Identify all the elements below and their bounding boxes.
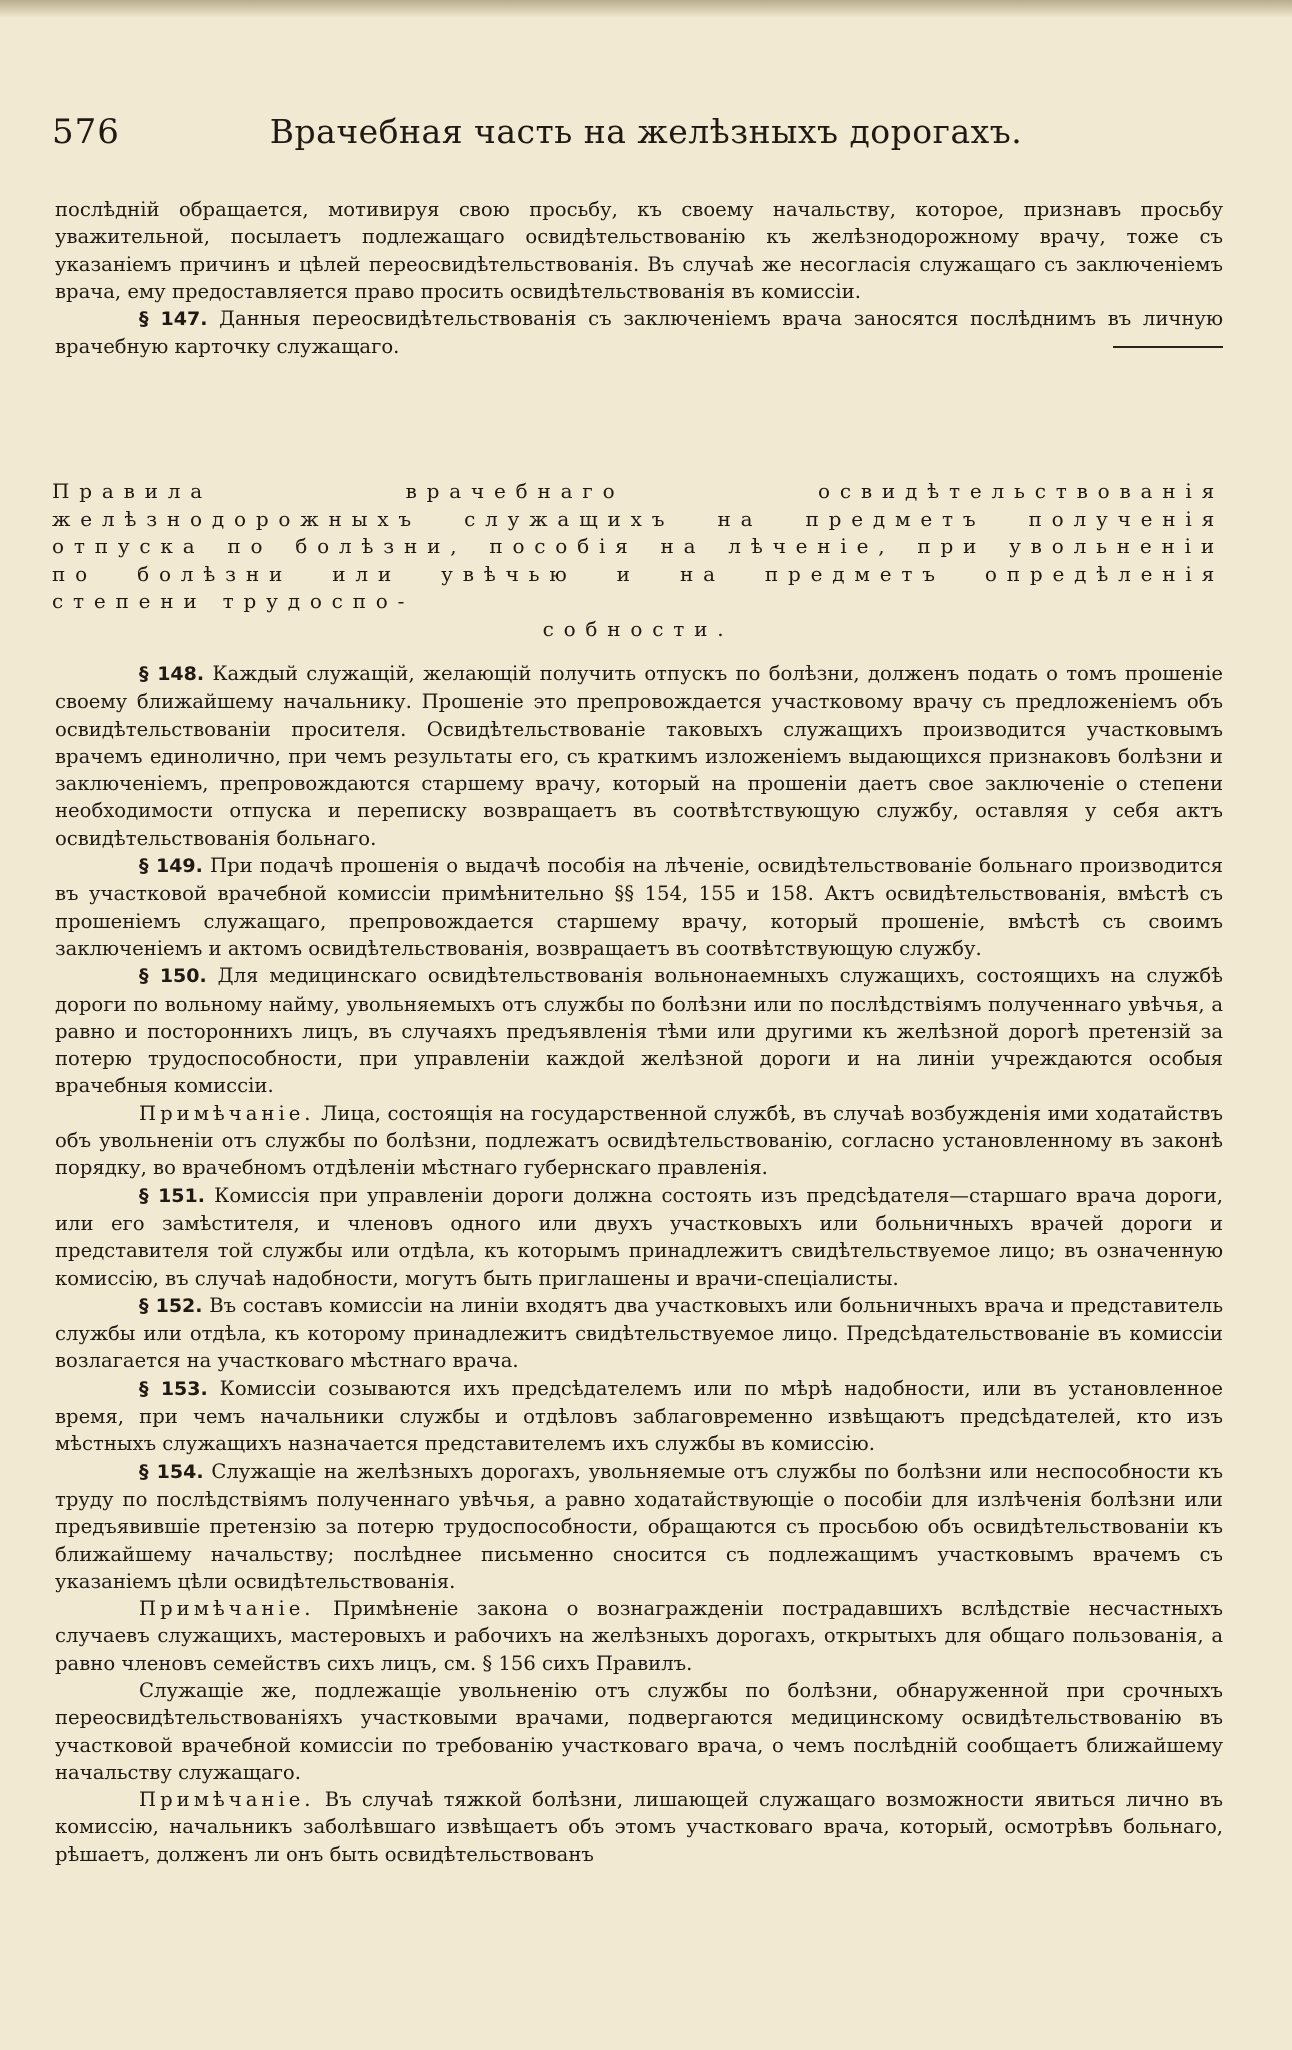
page-top-shadow [0,0,1292,18]
section-text: При подачѣ прошенія о выдачѣ пособія на лѣченіе, освидѣтельствованіе больнаго производится въ участковой врачебной комиссіи примѣнительно §§ 154, 155 и 158. Актъ освидѣтельствованія, вмѣстѣ съ прошеніемъ служащаго, препровождается старшему врачу, который прошеніе, вмѣстѣ съ своимъ заключеніемъ и актомъ освидѣтельствованія, возвращаетъ въ соотвѣтствующую службу. [55,854,1223,960]
section-148 [55,660,1223,852]
section-149 [55,852,1223,962]
section-text: Для медицинскаго освидѣтельствованія вольнонаемныхъ служащихъ, состоящихъ на службѣ дороги по вольному найму, увольняемыхъ отъ службы по болѣзни или по послѣдствіямъ полученнаго увѣчья, а равно и постороннихъ лицъ, въ случаяхъ предъявленія тѣми или другими къ желѣзной дорогѣ претензій за потерю трудоспособности, при управленіи каждой желѣзной дороги и на линіи учреждаются особыя врачебныя комиссіи. [55,964,1223,1098]
section-number: § 147. [139,308,208,331]
section-number: § 153. [139,1377,208,1400]
note-text: Примѣненіе закона о вознагражденіи пострадавшихъ вслѣдствіе несчастныхъ случаевъ служащихъ, мастеровыхъ и рабочихъ на желѣзныхъ дорогахъ, открытыхъ для общаго пользованія, а равно членовъ семействъ сихъ лицъ, см. § 156 сихъ Правилъ. [55,1597,1224,1675]
section-number: § 148. [139,663,205,685]
section-150 [55,962,1223,1099]
page-header [52,112,1240,156]
heading-main: Правила врачебнаго освидѣтельствованія желѣзнодорожныхъ служащихъ на предметъ полученія отпуска по болѣзни, пособія на лѣченіе, при увольненіи по болѣзни или увѣчью и на предметъ опредѣленія степени трудоспо- [52,479,1224,613]
note-3 [55,1786,1223,1868]
running-title: Врачебная часть на желѣзныхъ дорогахъ. [269,112,1023,151]
section-text: Комиссіи созываются ихъ предсѣдателемъ или по мѣрѣ надобности, или въ установленное время, при чемъ начальники службы и отдѣловъ заблаговременно извѣщаютъ предсѣдателей, кто изъ мѣстныхъ служащихъ назначается представителемъ ихъ службы въ комиссію. [55,1376,1223,1456]
note-1 [55,1100,1223,1182]
section-text: Въ составъ комиссіи на линіи входятъ два участковыхъ или больничныхъ врача и представитель службы или отдѣла, къ которому принадлежитъ свидѣтельствуемое лицо. Предсѣдательствованіе въ комиссіи возлагается на участковаго мѣстнаго врача. [55,1293,1224,1373]
note-label: Примѣчаніе. [139,1788,315,1812]
section-147 [55,305,1223,361]
end-rule [1113,346,1223,348]
note-text: Лица, состоящія на государственной службѣ, въ случаѣ возбужденія ими ходатайствъ объ увольненіи отъ службы по болѣзни, подлежатъ освидѣтельствованію, согласно установленному въ законѣ порядку, во врачебномъ отдѣленіи мѣстнаго губернскаго правленія. [55,1101,1223,1180]
note-label: Примѣчаніе. [139,1597,315,1621]
note-label: Примѣчаніе. [139,1101,315,1125]
section-number: § 150. [139,965,207,988]
continued-paragraph: послѣдній обращается, мотивируя свою просьбу, къ своему начальству, которое, признавъ просьбу уважительной, посылаетъ подлежащаго освидѣтельствованію къ желѣзнодорожному врачу, тоже съ указаніемъ причинъ и цѣлей переосвидѣтельствованія. Въ случаѣ же несогласія служащаго съ заключеніемъ врача, ему предоставляется право просить освидѣтельствованія въ комиссіи. [55,198,1223,303]
rules-heading [52,478,1224,643]
section-151 [55,1182,1223,1292]
section-number: § 152. [139,1294,203,1317]
section-text: Каждый служащій, желающій получить отпускъ по болѣзни, долженъ подать о томъ прошеніе своему ближайшему начальнику. Прошеніе это препровождается участковому врачу съ предложеніемъ объ освидѣтельствованіи просителя. Освидѣтельствованіе таковыхъ служащихъ производится участковымъ врачемъ единолично, при чемъ результаты его, съ краткимъ изложеніемъ выдающихся признаковъ болѣзни и заключеніемъ, препровождаются старшему врачу, который на прошеніи даетъ свое заключеніе о степени необходимости отпуска и переписку возвращаетъ въ соотвѣтствующую службу, оставляя у себя актъ освидѣтельствованія больнаго. [55,662,1223,850]
section-text: Данныя переосвидѣтельствованія съ заключеніемъ врача заносятся послѣднимъ въ личную врачебную карточку служащаго. [55,307,1223,359]
text-block-top [55,196,1223,361]
note-text: Въ случаѣ тяжкой болѣзни, лишающей служащаго возможности явиться лично въ комиссію, начальникъ заболѣвшаго извѣщаетъ объ этомъ участковаго врача, который, осмотрѣвъ больнаго, рѣшаетъ, долженъ ли онъ быть освидѣтельствованъ [55,1788,1223,1866]
section-153 [55,1375,1223,1458]
section-154 [55,1458,1223,1595]
section-text: Служащіе на желѣзныхъ дорогахъ, увольняемые отъ службы по болѣзни или неспособности къ труду по послѣдствіямъ полученнаго увѣчья, а равно ходатайствующіе о пособіи для излѣченія болѣзни или предъявившіе претензію за потерю трудоспособности, обращаются съ просьбою объ освидѣтельствованіи къ ближайшему начальству; послѣднее письменно сносится съ подлежащимъ участковымъ врачемъ съ указаніемъ цѣли освидѣтельствованія. [55,1459,1223,1593]
section-number: § 154. [139,1460,204,1483]
note-2 [55,1595,1223,1677]
paragraph-employees: Служащіе же, подлежащіе увольненію отъ службы по болѣзни, обнаруженной при срочныхъ переосвидѣтельствованіяхъ участковыми врачами, подвергаются медицинскому освидѣтельствованію въ участковой врачебной комиссіи по требованію участковаго врача, о чемъ послѣдній сообщаетъ ближайшему начальству служащаго. [55,1678,1223,1784]
section-number: § 149. [139,855,203,878]
section-text: Комиссія при управленіи дороги должна состоять изъ предсѣдателя—старшаго врача дороги, или его замѣстителя, и членовъ одного или двухъ участковыхъ или больничныхъ врачей дороги и представителя той службы или отдѣла, къ которымъ принадлежитъ свидѣтельствуемое лицо; въ означенную комиссію, въ случаѣ надобности, могутъ быть приглашены и врачи-спеціалисты. [55,1183,1224,1290]
page-number: 576 [52,112,120,152]
heading-last-line: собности. [542,616,734,641]
text-block-main [55,660,1223,1868]
section-number: § 151. [139,1184,205,1207]
section-152 [55,1292,1223,1375]
